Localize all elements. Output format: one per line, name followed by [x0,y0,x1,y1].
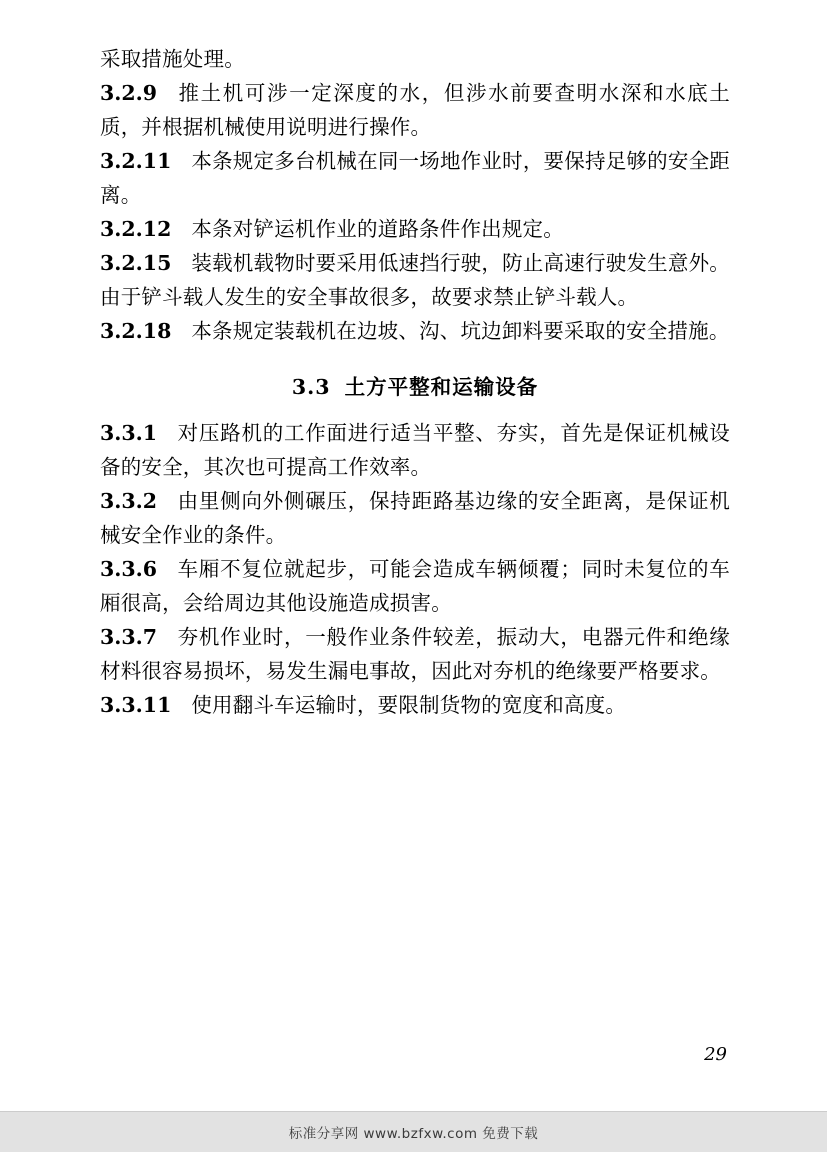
paragraph-text: 由里侧向外侧碾压，保持距路基边缘的安全距离，是保证机械安全作业的条件。 [100,489,730,547]
footer-watermark-text: 标准分享网 www.bzfxw.com 免费下载 [288,1126,539,1142]
paragraph-text: 本条规定装载机在边坡、沟、坑边卸料要采取的安全措施。 [191,319,730,343]
paragraph-text: 夯机作业时，一般作业条件较差，振动大，电器元件和绝缘材料很容易损坏，易发生漏电事故，因此对夯机的绝缘要严格要求。 [100,625,730,683]
paragraph [100,416,730,484]
paragraph-text: 本条对铲运机作业的道路条件作出规定。 [191,217,564,241]
paragraph-text: 对压路机的工作面进行适当平整、夯实，首先是保证机械设备的安全，其次也可提高工作效率。 [100,421,730,479]
clause-number: 3.2.18 [100,319,172,343]
paragraph [100,688,730,722]
paragraph-text: 采取措施处理。 [100,47,245,71]
paragraph-text: 推土机可涉一定深度的水，但涉水前要查明水深和水底土质，并根据机械使用说明进行操作。 [100,81,730,139]
clause-number: 3.3.7 [100,625,158,649]
paragraph [100,314,730,348]
paragraph [100,552,730,620]
section-heading [100,370,730,400]
clause-number: 3.2.15 [100,251,172,275]
page-content [100,42,730,722]
paragraph [100,620,730,688]
clause-number: 3.2.9 [100,81,158,105]
paragraph [100,144,730,212]
paragraph [100,246,730,314]
paragraph [100,42,730,76]
section-number: 3.3 [291,375,331,399]
paragraph-text: 本条规定多台机械在同一场地作业时，要保持足够的安全距离。 [100,149,730,207]
clause-number: 3.3.6 [100,557,158,581]
clause-number: 3.3.1 [100,421,158,445]
paragraph-text: 车厢不复位就起步，可能会造成车辆倾覆；同时未复位的车厢很高，会给周边其他设施造成损害。 [100,557,730,615]
paragraph [100,484,730,552]
clause-number: 3.2.12 [100,217,172,241]
clause-number: 3.2.11 [100,149,172,173]
paragraph-text: 装载机载物时要采用低速挡行驶，防止高速行驶发生意外。由于铲斗载人发生的安全事故很多，故要求禁止铲斗载人。 [100,251,730,309]
section-title-text: 土方平整和运输设备 [344,375,539,399]
paragraph-text: 使用翻斗车运输时，要限制货物的宽度和高度。 [191,693,627,717]
clause-number: 3.3.2 [100,489,158,513]
paragraph [100,76,730,144]
page-number: 29 [704,1044,727,1065]
footer-bar [0,1111,827,1152]
clause-number: 3.3.11 [100,693,172,717]
paragraph [100,212,730,246]
